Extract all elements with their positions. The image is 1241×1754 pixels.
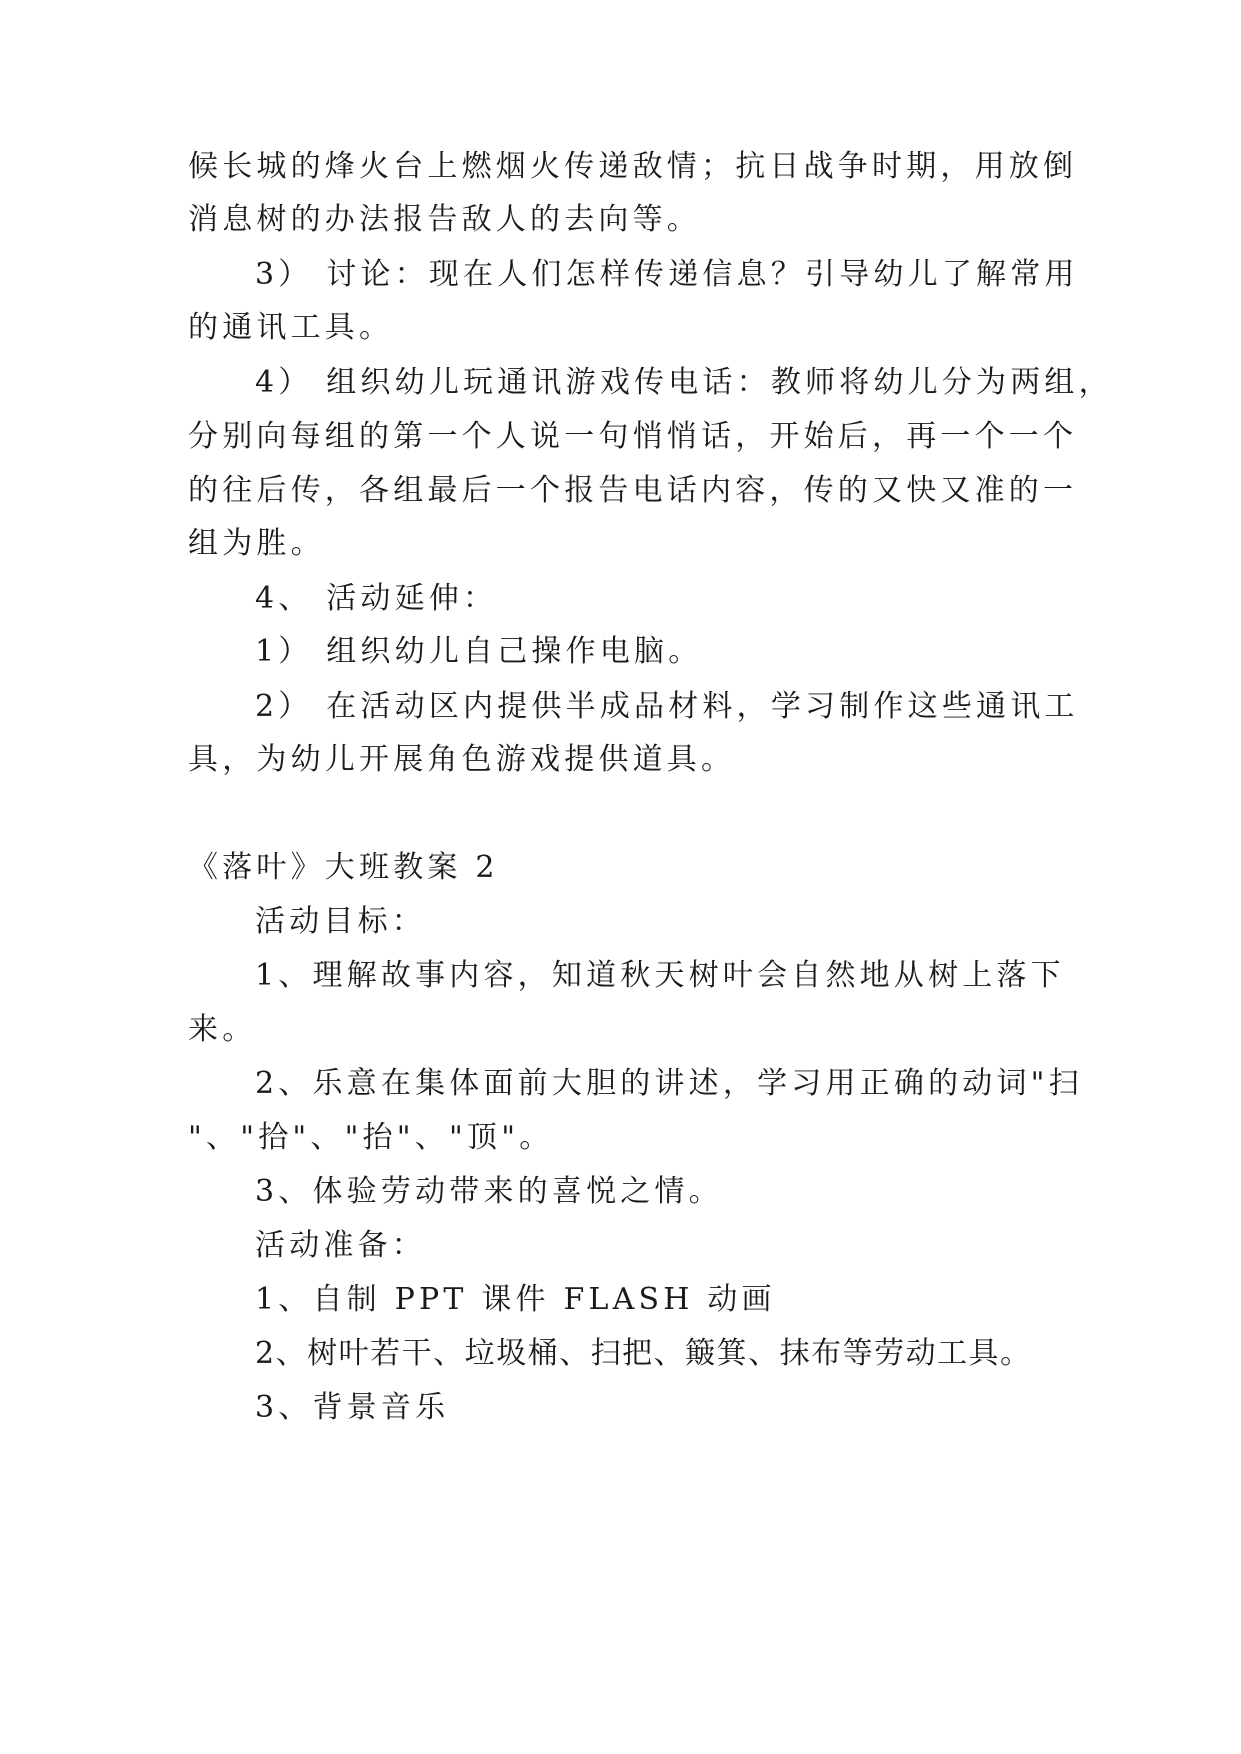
- section-heading: 活动准备：: [255, 1228, 426, 1263]
- section-heading: 活动目标：: [255, 904, 426, 939]
- paragraph-line: 2、乐意在集体面前大胆的讲述，学习用正确的动词"扫: [255, 1066, 1083, 1101]
- section-title: 《落叶》大班教案 2: [188, 850, 499, 885]
- paragraph-line: 组为胜。: [188, 526, 325, 561]
- paragraph-line: 的通讯工具。: [188, 310, 394, 345]
- paragraph-line: 2） 在活动区内提供半成品材料，学习制作这些通讯工: [255, 689, 1079, 724]
- paragraph-line: 1、自制 PPT 课件 FLASH 动画: [255, 1282, 776, 1317]
- paragraph-line: 消息树的办法报告敌人的去向等。: [188, 202, 701, 237]
- paragraph-line: 分别向每组的第一个人说一句悄悄话，开始后，再一个一个: [188, 419, 1078, 454]
- paragraph-line: 的往后传，各组最后一个报告电话内容，传的又快又准的一: [188, 473, 1078, 508]
- paragraph-line: 3、背景音乐: [255, 1390, 450, 1425]
- paragraph-line: 候长城的烽火台上燃烟火传递敌情；抗日战争时期，用放倒: [188, 149, 1078, 184]
- paragraph-line: "、"拾"、"抬"、"顶"。: [188, 1120, 554, 1155]
- paragraph-line: 3） 讨论：现在人们怎样传递信息？引导幼儿了解常用: [255, 257, 1079, 292]
- paragraph-line: 4） 组织幼儿玩通讯游戏传电话：教师将幼儿分为两组，: [255, 365, 1113, 400]
- paragraph-line: 4、 活动延伸：: [255, 581, 498, 616]
- paragraph-line: 3、体验劳动带来的喜悦之情。: [255, 1174, 723, 1209]
- paragraph-line: 2、树叶若干、垃圾桶、扫把、簸箕、抹布等劳动工具。: [255, 1336, 1032, 1371]
- paragraph-line: 1） 组织幼儿自己操作电脑。: [255, 634, 703, 669]
- paragraph-line: 1、理解故事内容，知道秋天树叶会自然地从树上落下: [255, 958, 1065, 993]
- paragraph-line: 具，为幼儿开展角色游戏提供道具。: [188, 742, 736, 777]
- paragraph-line: 来。: [188, 1012, 257, 1047]
